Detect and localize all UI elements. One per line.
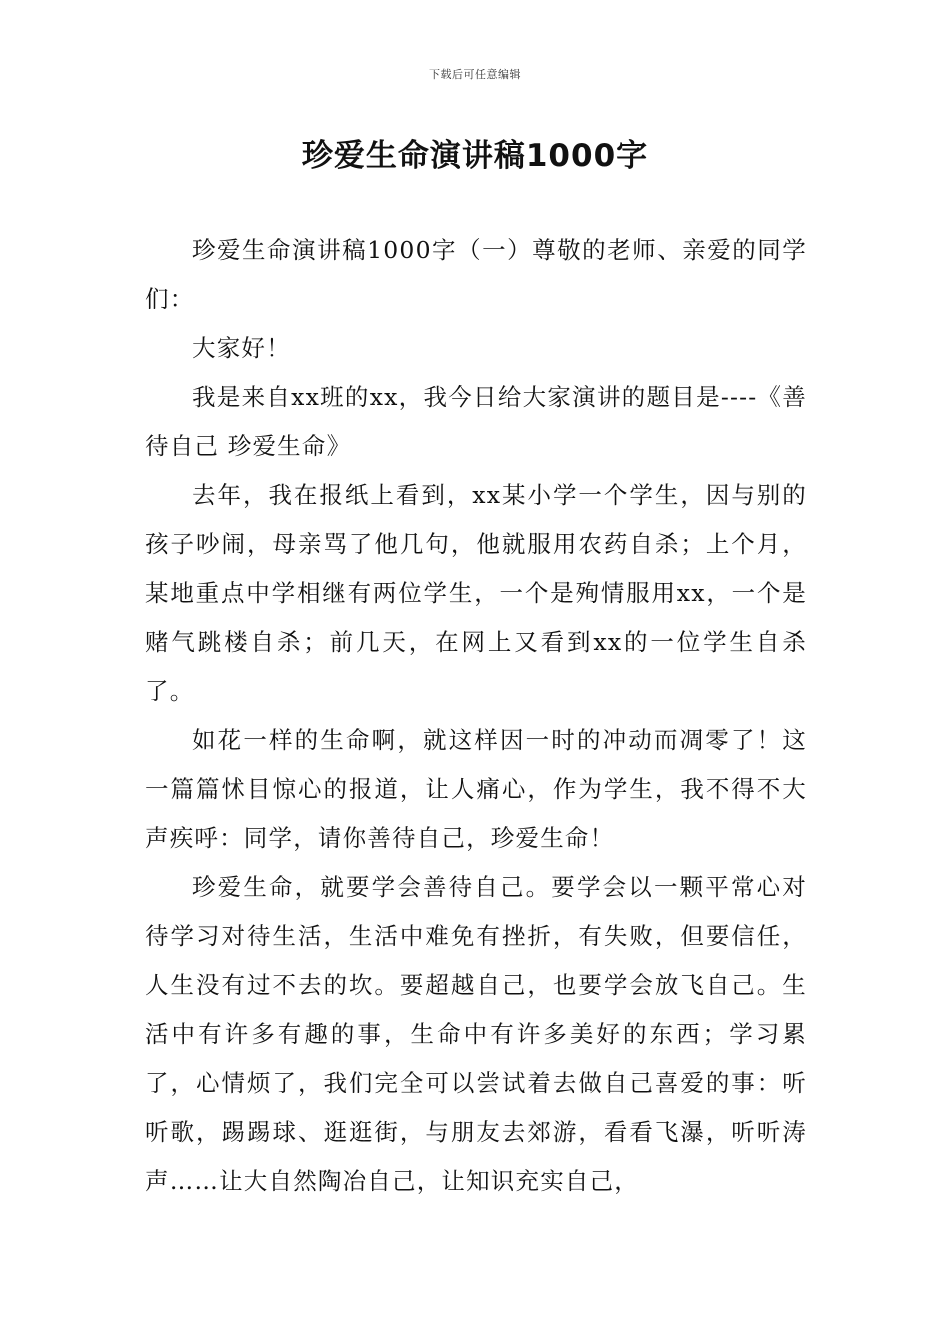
paragraph-greeting: 大家好！ — [192, 334, 291, 362]
document-title: 珍爱生命演讲稿1000字 — [301, 138, 649, 174]
paragraph-topic: 我是来自xx班的xx，我今日给大家演讲的题目是----《善待自己 珍爱生命》 — [145, 383, 807, 460]
document-body — [145, 226, 807, 1206]
paragraph-appeal: 如花一样的生命啊，就这样因一时的冲动而凋零了！这一篇篇怵目惊心的报道，让人痛心，作为学生，我不得不大声疾呼：同学，请你善待自己，珍爱生命！ — [145, 726, 807, 852]
paragraph-intro: 珍爱生命演讲稿1000字（一）尊敬的老师、亲爱的同学们： — [145, 236, 807, 313]
paragraph-cherish-life: 珍爱生命，就要学会善待自己。要学会以一颗平常心对待学习对待生活，生活中难免有挫折，有失败，但要信任，人生没有过不去的坎。要超越自己，也要学会放飞自己。生活中有许多有趣的事，生命中有许多美好的东西；学习累了，心情烦了，我们完全可以尝试着去做自己喜爱的事：听听歌，踢踢球、逛逛街，与朋友去郊游，看看飞瀑，听听涛声……让大自然陶冶自己，让知识充实自己， — [145, 873, 807, 1195]
paragraph-news: 去年，我在报纸上看到，xx某小学一个学生，因与别的孩子吵闹，母亲骂了他几句，他就服用农药自杀；上个月，某地重点中学相继有两位学生，一个是殉情服用xx，一个是赌气跳楼自杀；前几天，在网上又看到xx的一位学生自杀了。 — [145, 481, 807, 705]
header-note: 下载后可任意编辑 — [429, 68, 521, 81]
